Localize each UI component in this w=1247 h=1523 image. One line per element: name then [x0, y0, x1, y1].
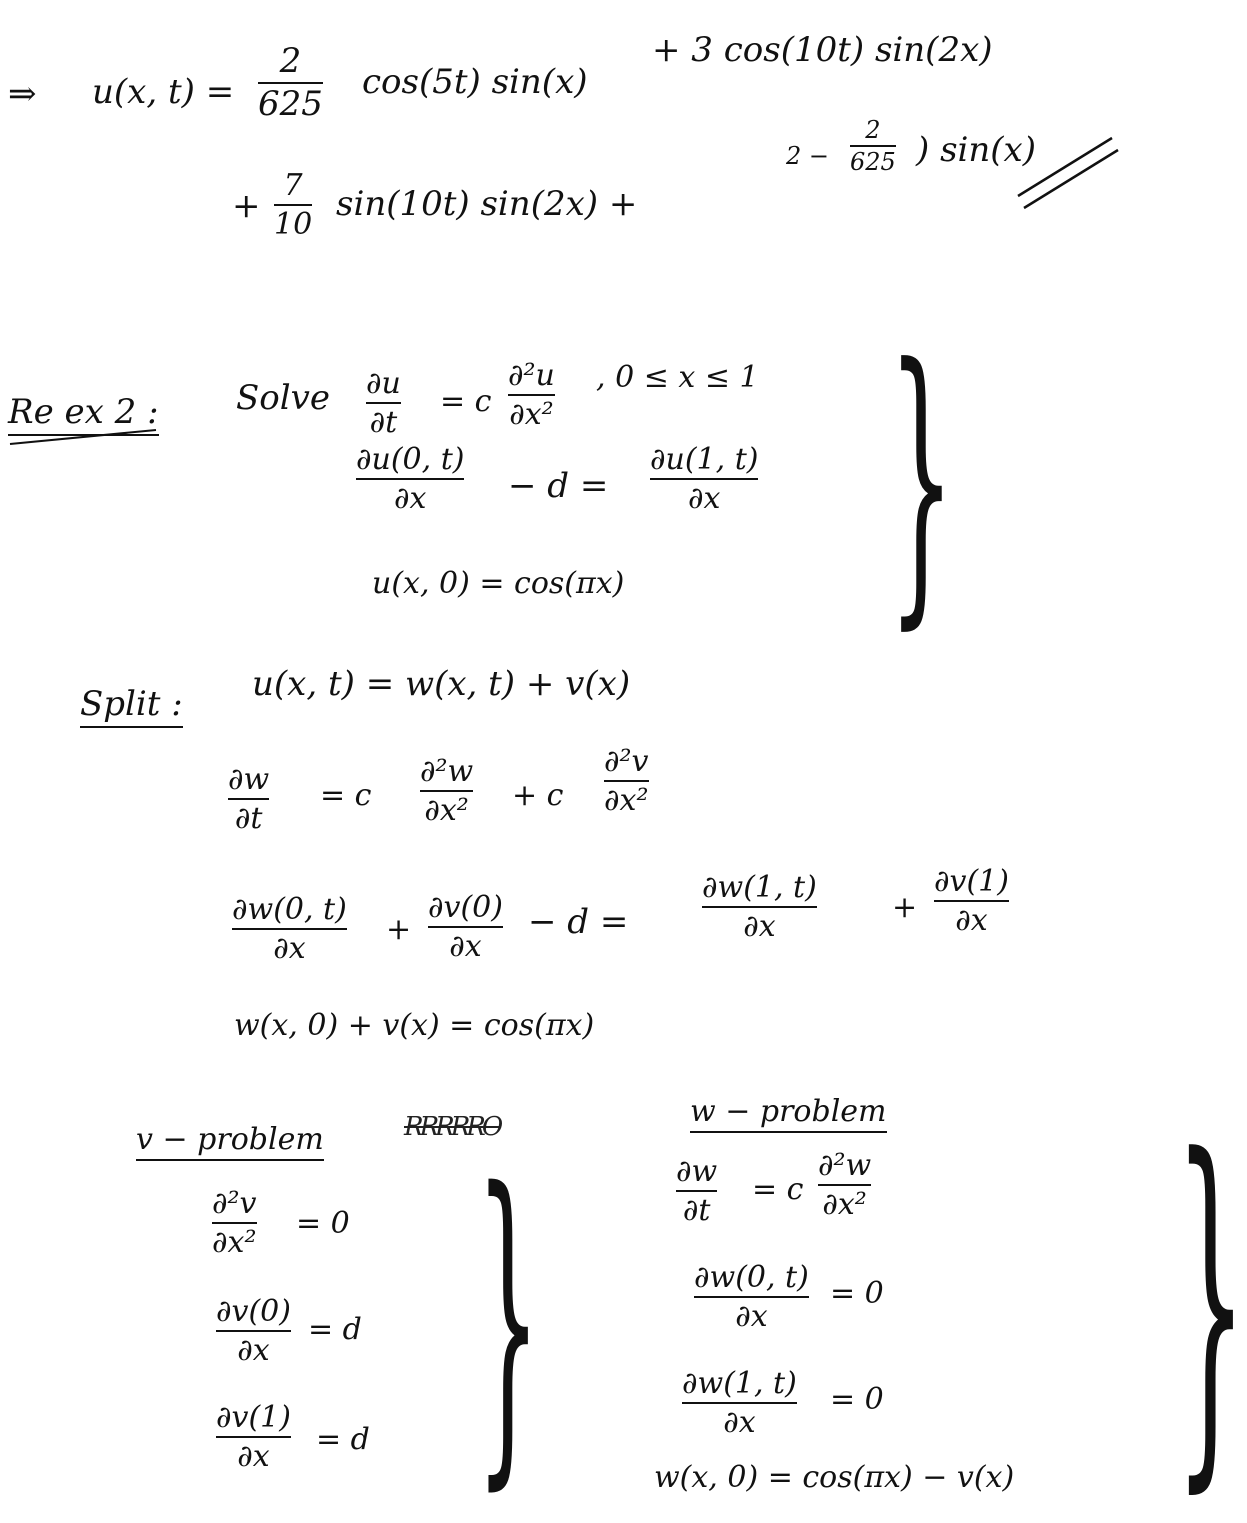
- v-eq1-d2v-dx2: ∂²v ∂x²: [212, 1186, 257, 1260]
- bc-dv1-dx: ∂v(1) ∂x: [934, 864, 1009, 938]
- du-dt: ∂u ∂t: [366, 366, 401, 440]
- w-eq3-dw1-dx: ∂w(1, t) ∂x: [682, 1366, 797, 1440]
- crossed-out-text: RRRRRO: [404, 1112, 500, 1142]
- v-problem-brace: }: [475, 1122, 541, 1518]
- pde-equals-c: = c: [440, 384, 492, 419]
- w-eq1-mid: = c: [752, 1172, 804, 1207]
- split-bc-minus-d-eq: − d =: [528, 902, 629, 942]
- solve-label: Solve: [236, 378, 330, 418]
- w-eq1-dw-dt: ∂w ∂t: [676, 1154, 718, 1228]
- split-label: Split :: [80, 684, 183, 728]
- term-cos5t-sinx: cos(5t) sin(x): [362, 62, 588, 102]
- v-problem-title: v − problem: [136, 1122, 324, 1161]
- split-bc-plus: +: [386, 912, 412, 947]
- double-slash-mark-2: [1024, 150, 1118, 208]
- v-eq2-dv0-dx: ∂v(0) ∂x: [216, 1294, 291, 1368]
- bc-du0-dx: ∂u(0, t) ∂x: [356, 442, 465, 516]
- bc-dw1-dx: ∂w(1, t) ∂x: [702, 870, 817, 944]
- rex2-label: Re ex 2 :: [8, 392, 159, 436]
- term4-prefix: 2 −: [786, 142, 830, 170]
- split-bc-plus2: +: [892, 890, 918, 925]
- v-eq3-dv1-dx: ∂v(1) ∂x: [216, 1400, 291, 1474]
- bc-du1-dx: ∂u(1, t) ∂x: [650, 442, 759, 516]
- d2u-dx2: ∂²u ∂x²: [508, 358, 555, 432]
- w-eq3-rhs: = 0: [830, 1382, 884, 1417]
- w-eq1-d2w-dx2: ∂²w ∂x²: [818, 1148, 872, 1222]
- term-sin10t-sin2x: sin(10t) sin(2x) +: [336, 184, 638, 224]
- split-eq1: u(x, t) = w(x, t) + v(x): [252, 664, 631, 704]
- v-eq2-rhs: = d: [308, 1312, 362, 1347]
- w-eq2-rhs: = 0: [830, 1276, 884, 1311]
- u-lhs: u(x, t) =: [92, 72, 235, 112]
- split-pde-eq-c: = c: [320, 778, 372, 813]
- w-eq4-initial-condition: w(x, 0) = cos(πx) − v(x): [654, 1460, 1015, 1495]
- bc-dv0-dx: ∂v(0) ∂x: [428, 890, 503, 964]
- term-3cos10t-sin2x: + 3 cos(10t) sin(2x): [652, 30, 993, 70]
- bc-minus-d-equals: − d =: [508, 466, 609, 506]
- w-problem-title: w − problem: [690, 1094, 887, 1133]
- v-eq1-rhs: = 0: [296, 1206, 350, 1241]
- d2w-dx2: ∂²w ∂x²: [420, 754, 474, 828]
- fraction-2-over-625: 2 625: [258, 41, 323, 124]
- split-pde-plus-c: + c: [512, 778, 564, 813]
- rex2-brace: }: [888, 305, 955, 654]
- fraction-2-over-625-b: 2 625: [850, 116, 896, 177]
- w-eq2-dw0-dx: ∂w(0, t) ∂x: [694, 1260, 809, 1334]
- implies-arrow: ⇒: [8, 74, 37, 114]
- split-initial-condition: w(x, 0) + v(x) = cos(πx): [234, 1008, 595, 1043]
- dw-dt: ∂w ∂t: [228, 762, 270, 836]
- plus-sign: +: [232, 186, 261, 226]
- v-eq3-rhs: = d: [316, 1422, 370, 1457]
- domain-text: , 0 ≤ x ≤ 1: [596, 360, 759, 395]
- fraction-7-over-10: 7 10: [274, 168, 313, 242]
- term4-suffix: ) sin(x): [916, 130, 1036, 170]
- bc-dw0-dx: ∂w(0, t) ∂x: [232, 892, 347, 966]
- d2v-dx2: ∂²v ∂x²: [604, 744, 649, 818]
- rex2-underline-stroke: [10, 430, 156, 444]
- w-problem-brace: }: [1174, 1080, 1247, 1523]
- rex2-initial-condition: u(x, 0) = cos(πx): [372, 566, 625, 601]
- double-slash-mark-1: [1018, 138, 1112, 196]
